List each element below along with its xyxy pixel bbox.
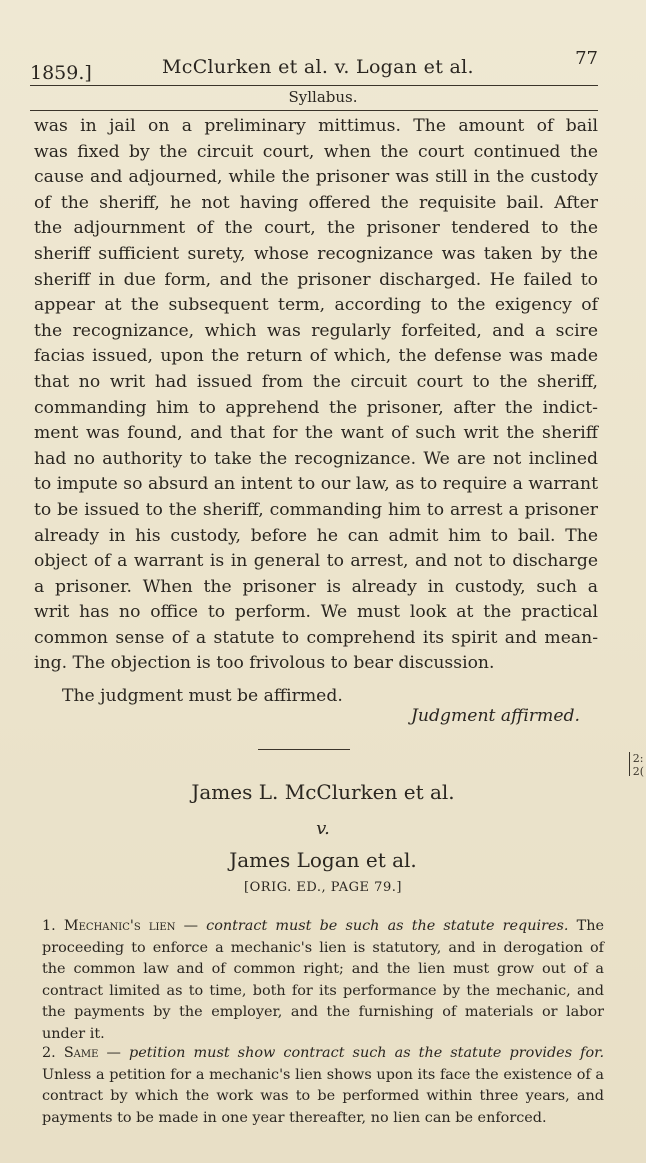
text-line: writ has no office to perform. We must look at the practical <box>34 602 598 623</box>
caption-plaintiff: James L. McClurken et al. <box>191 780 455 804</box>
section-label: Syllabus. <box>288 88 358 106</box>
headnote-topic: petition must show contract such as the statute provides for. <box>129 1045 605 1061</box>
judgment-affirmed: Judgment affirmed. <box>411 706 580 726</box>
text-line: sheriff in due form, and the prisoner discharged. He failed to <box>34 269 598 290</box>
text-line: ment was found, and that for the want of such writ the sheriff <box>34 423 598 444</box>
year-label: 1859.] <box>30 62 92 84</box>
section-rule <box>30 110 598 111</box>
text-line: ing. The objection is too frivolous to bear discussion. <box>34 653 495 674</box>
margin-mark <box>633 752 644 778</box>
text-line: appear at the subsequent term, according to the exigency of <box>34 295 598 316</box>
text-line: to impute so absurd an intent to our law, as to require a warrant <box>34 474 598 495</box>
text-line: the recognizance, which was regularly forfeited, and a scire <box>34 320 598 341</box>
headnote <box>42 1043 604 1129</box>
text-line: was fixed by the circuit court, when the court continued the <box>34 141 598 162</box>
text-line: of the sheriff, he not having offered the requisite bail. After <box>34 192 598 213</box>
headnote-dash: — <box>175 918 207 934</box>
judgment-sentence: The judgment must be affirmed. <box>62 686 343 706</box>
margin-bar <box>629 752 630 776</box>
text-line: to be issued to the sheriff, commanding him to arrest a prisoner <box>34 499 598 520</box>
headnote-lead: Mechanic's lien <box>63 918 176 934</box>
text-line: had no authority to take the recognizance. We are not inclined <box>34 448 598 469</box>
margin-mark-line: 2( <box>632 765 644 778</box>
running-head <box>30 44 600 84</box>
headnote-text: Unless a petition for a mechanic's lien shows upon its face the existence of a contract by which the work was to be performed within three years, and payments to be made in one year thereafter, no lien can be enforced. <box>42 1066 604 1126</box>
text-line: cause and adjourned, while the prisoner was still in the custody <box>34 167 598 188</box>
orig-edition-ref: [ORIG. ED., PAGE 79.] <box>244 880 402 895</box>
case-divider <box>258 749 350 750</box>
text-line: common sense of a statute to comprehend its spirit and mean- <box>34 627 598 648</box>
running-case-title: McClurken et al. v. Logan et al. <box>162 56 474 78</box>
caption-versus: v. <box>316 818 330 839</box>
text-line: object of a warrant is in general to arrest, and not to discharge <box>34 551 598 572</box>
text-line: a prisoner. When the prisoner is already in custody, such a <box>34 576 598 597</box>
page-number: 77 <box>575 48 598 69</box>
text-line: commanding him to apprehend the prisoner, after the indict- <box>34 397 598 418</box>
opinion-text <box>34 114 598 677</box>
margin-mark-line: 2: <box>632 752 644 765</box>
headnote-topic: contract must be such as the statute requires. <box>206 918 569 934</box>
text-line: was in jail on a preliminary mittimus. The amount of bail <box>34 116 598 136</box>
text-line: facias issued, upon the return of which, the defense was made <box>34 346 598 367</box>
headnote-lead: Same <box>63 1045 99 1061</box>
text-line: already in his custody, before he can admit him to bail. The <box>34 525 598 546</box>
text-line: the adjournment of the court, the prisoner tendered to the <box>34 218 598 239</box>
text-line: sheriff sufficient surety, whose recognizance was taken by the <box>34 243 598 264</box>
headnote-text: The proceeding to enforce a mechanic's lien is statutory, and in derogation of the common law and of common right; and the lien must grow out of a contract limited as to time, both for its performance by the mechanic, and the payments by the employer, and the furnishing of materials or labor under it. <box>42 918 605 1042</box>
headnote <box>42 916 604 1045</box>
headnote-dash: — <box>98 1045 130 1061</box>
header-rule <box>30 85 598 86</box>
headnote-number: 1. <box>42 918 56 934</box>
text-line: that no writ had issued from the circuit court to the sheriff, <box>34 371 598 392</box>
headnote-number: 2. <box>42 1045 56 1061</box>
caption-defendant: James Logan et al. <box>229 848 417 872</box>
